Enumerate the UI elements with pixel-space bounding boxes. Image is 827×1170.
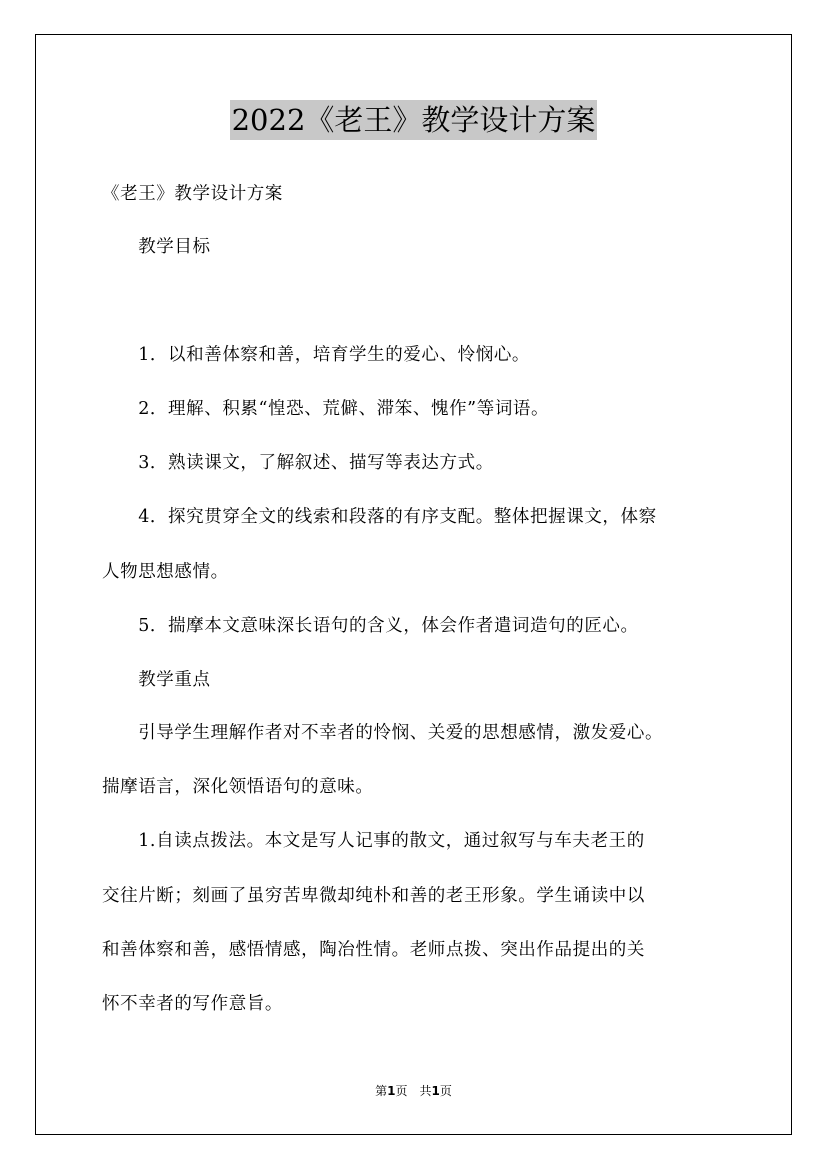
title-container: [0, 100, 827, 140]
text-line: 《老王》教学设计方案: [102, 184, 283, 204]
footer-total-number: 1: [431, 1084, 440, 1098]
page-footer: [0, 1083, 827, 1099]
text-line: 引导学生理解作者对不幸者的怜悯、关爱的思想感情，激发爱心。: [102, 723, 664, 743]
text-line: 怀不幸者的写作意旨。: [102, 994, 283, 1014]
text-line: 教学重点: [102, 670, 211, 690]
text-line: 1.自读点拨法。本文是写人记事的散文，通过叙写与车夫老王的: [102, 831, 645, 851]
text-line: 3．熟读课文，了解叙述、描写等表达方式。: [102, 453, 494, 473]
text-line: 4．探究贯穿全文的线索和段落的有序支配。整体把握课文，体察: [102, 507, 657, 527]
text-line: 和善体察和善，感悟情感，陶冶性情。老师点拨、突出作品提出的关: [102, 940, 645, 960]
footer-page-label: 第: [375, 1084, 388, 1098]
text-line: 人物思想感情。: [102, 562, 229, 582]
footer-page-number: 1: [387, 1084, 396, 1098]
text-line: 2．理解、积累“惶恐、荒僻、滞笨、愧作”等词语。: [102, 399, 550, 419]
footer-total-suffix: 页: [439, 1084, 452, 1098]
text-line: 5．揣摩本文意味深长语句的含义，体会作者遣词造句的匠心。: [102, 616, 639, 636]
document-title: 2022《老王》教学设计方案: [230, 100, 598, 140]
text-line: 交往片断；刻画了虽穷苦卑微却纯朴和善的老王形象。学生诵读中以: [102, 886, 645, 906]
text-line: 教学目标: [102, 237, 211, 257]
text-line: 揣摩语言，深化领悟语句的意味。: [102, 777, 374, 797]
footer-page-suffix: 页 共: [395, 1084, 432, 1098]
text-line: 1．以和善体察和善，培育学生的爱心、怜悯心。: [102, 345, 531, 365]
